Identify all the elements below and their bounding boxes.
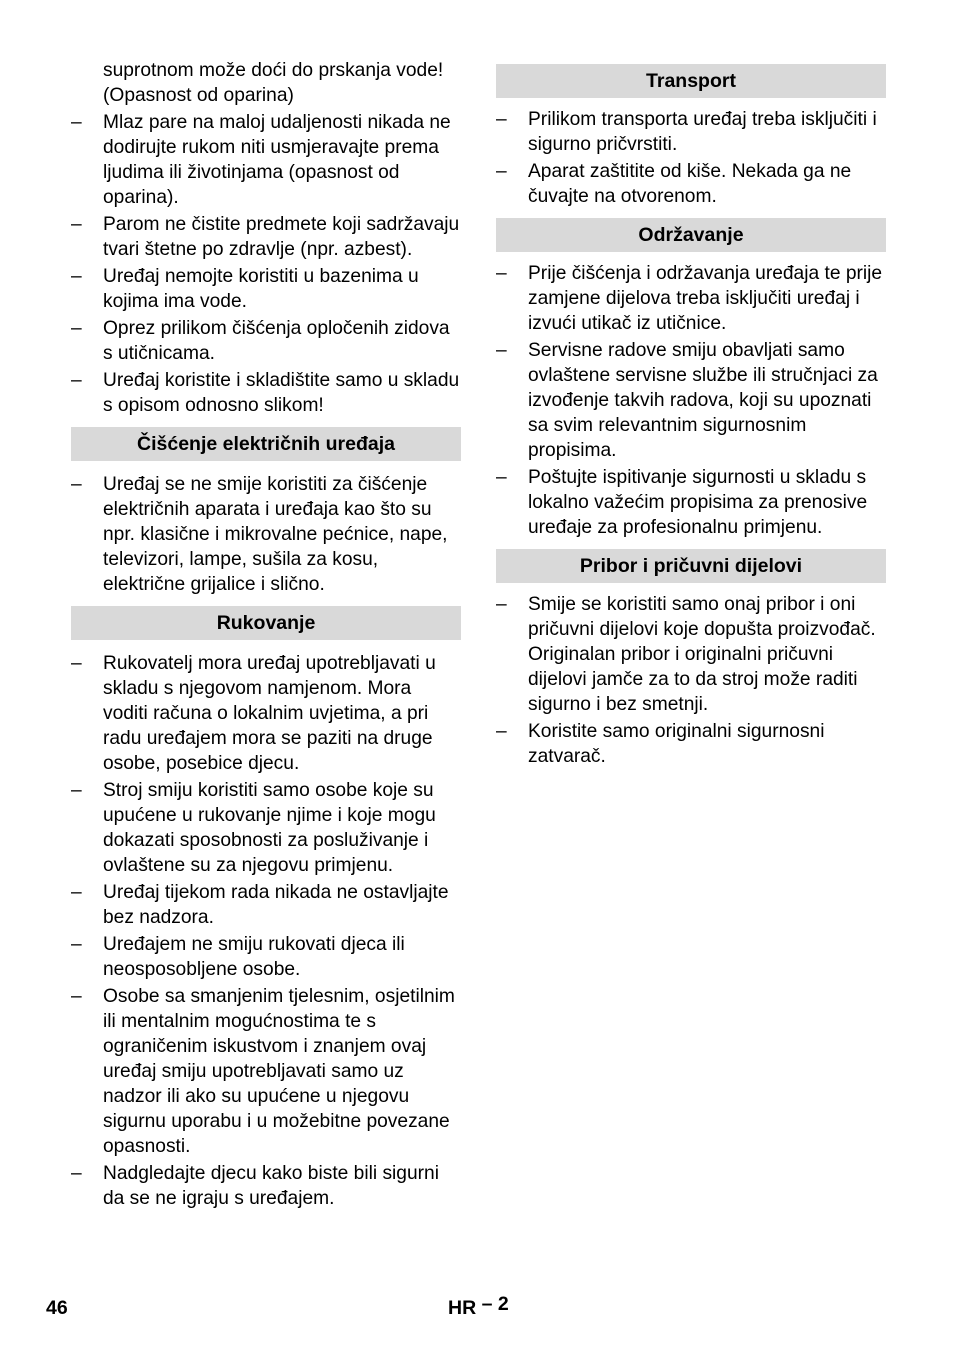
list-item: – Rukovatelj mora uređaj upotrebljavati u skladu s njegovom namjenom. Mora voditi računa o lokalnim uvjetima, a pri radu uređajem mora se paziti na druge osobe, posebice djecu. — [71, 653, 436, 774]
list-item: – Koristite samo originalni sigurnosni zatvarač. — [496, 721, 825, 767]
bullet-dash: – — [71, 653, 82, 674]
list-rukovanje — [71, 651, 461, 1211]
bullet-dash: – — [71, 934, 82, 955]
section-heading-transport: Transport — [496, 64, 886, 98]
bullet-dash: – — [71, 882, 82, 903]
list-odrzavanje — [496, 261, 886, 540]
bullet-dash: – — [71, 1163, 82, 1184]
section-heading-rukovanje: Rukovanje — [71, 606, 461, 640]
footer-dash: – — [481, 1293, 493, 1315]
left-column — [71, 58, 461, 1213]
footer-lang: HR — [448, 1297, 477, 1319]
list-item: – Uređaj se ne smije koristiti za čišćenje električnih aparata i uređaja kao što su npr. klasične i mikrovalne pećnice, nape, televizori, lampe, sušila za kosu, električne grijalice i slično. — [71, 474, 448, 595]
list-item: – Servisne radove smiju obavljati samo ovlaštene servisne službe ili stručnjaci za izvođenje takvih radova, koji su upoznati sa svim relevantnim sigurnosnim propisima. — [496, 340, 878, 461]
section-heading-ciscenje: Čišćenje električnih uređaja — [71, 427, 461, 461]
list-item: – Uređaj tijekom rada nikada ne ostavljajte bez nadzora. — [71, 882, 449, 928]
bullet-dash: – — [71, 370, 82, 391]
list-transport — [496, 107, 886, 209]
bullet-dash: – — [496, 467, 507, 488]
bullet-dash: – — [496, 263, 507, 284]
bullet-dash: – — [496, 109, 507, 130]
list-item: – Prilikom transporta uređaj treba isključiti i sigurno pričvrstiti. — [496, 109, 877, 155]
list-item: – Prije čišćenja i održavanja uređaja te prije zamjene dijelova treba isključiti uređaj i izvući utikač iz utičnice. — [496, 263, 883, 334]
list-item: – Aparat zaštitite od kiše. Nekada ga ne čuvajte na otvorenom. — [496, 161, 852, 207]
intro-paragraph: suprotnom može doći do prskanja vode! (Opasnost od oparina) — [103, 60, 444, 106]
list-item: – Smije se koristiti samo onaj pribor i oni pričuvni dijelovi koje dopušta proizvođač. Originalan pribor i originalni pričuvni dijelovi jamče za to da stroj može raditi sigurno i bez smetnji. — [496, 594, 876, 715]
list-item: – Uređaj koristite i skladištite samo u skladu s opisom odnosno slikom! — [71, 370, 460, 416]
section-heading-odrzavanje: Održavanje — [496, 218, 886, 252]
list-top — [71, 110, 461, 418]
footer-label — [448, 1293, 509, 1320]
bullet-dash: – — [496, 721, 507, 742]
bullet-dash: – — [496, 594, 507, 615]
bullet-dash: – — [71, 214, 82, 235]
bullet-dash: – — [71, 266, 82, 287]
list-item: – Parom ne čistite predmete koji sadržavaju tvari štetne po zdravlje (npr. azbest). — [71, 214, 460, 260]
page-number: 46 — [46, 1297, 68, 1319]
list-item: – Osobe sa smanjenim tjelesnim, osjetilnim ili mentalnim mogućnostima te s ograničenim iskustvom i znanjem ovaj uređaj smiju upotrebljavati samo uz nadzor ili ako su upućene u njegovu sigurnu uporabu i u možebitne povezane opasnosti. — [71, 986, 455, 1157]
bullet-dash: – — [71, 112, 82, 133]
bullet-dash: – — [496, 340, 507, 361]
list-item: – Uređaj nemojte koristiti u bazenima u kojima ima vode. — [71, 266, 419, 312]
list-item: – Mlaz pare na maloj udaljenosti nikada ne dodirujte rukom niti usmjeravajte prema ljudima ili životinjama (opasnost od oparina). — [71, 112, 451, 208]
list-item: – Uređajem ne smiju rukovati djeca ili neosposobljene osobe. — [71, 934, 405, 980]
bullet-dash: – — [71, 780, 82, 801]
bullet-dash: – — [71, 474, 82, 495]
list-item: – Stroj smiju koristiti samo osobe koje su upućene u rukovanje njime i koje mogu dokazati sposobnosti za posluživanje i ovlaštene su za njegovu primjenu. — [71, 780, 436, 876]
section-heading-pribor: Pribor i pričuvni dijelovi — [496, 549, 886, 583]
bullet-dash: – — [71, 986, 82, 1007]
list-ciscenje — [71, 472, 461, 597]
list-item: – Nadgledajte djecu kako biste bili sigurni da se ne igraju s uređajem. — [71, 1163, 439, 1209]
footer-subpage: 2 — [497, 1293, 509, 1315]
list-item: – Oprez prilikom čišćenja opločenih zidova s utičnicama. — [71, 318, 450, 364]
list-item: – Poštujte ispitivanje sigurnosti u skladu s lokalno važećim propisima za prenosive uređaje za profesionalnu primjenu. — [496, 467, 868, 538]
list-pribor — [496, 592, 886, 769]
bullet-dash: – — [71, 318, 82, 339]
right-column — [496, 58, 886, 771]
bullet-dash: – — [496, 161, 507, 182]
